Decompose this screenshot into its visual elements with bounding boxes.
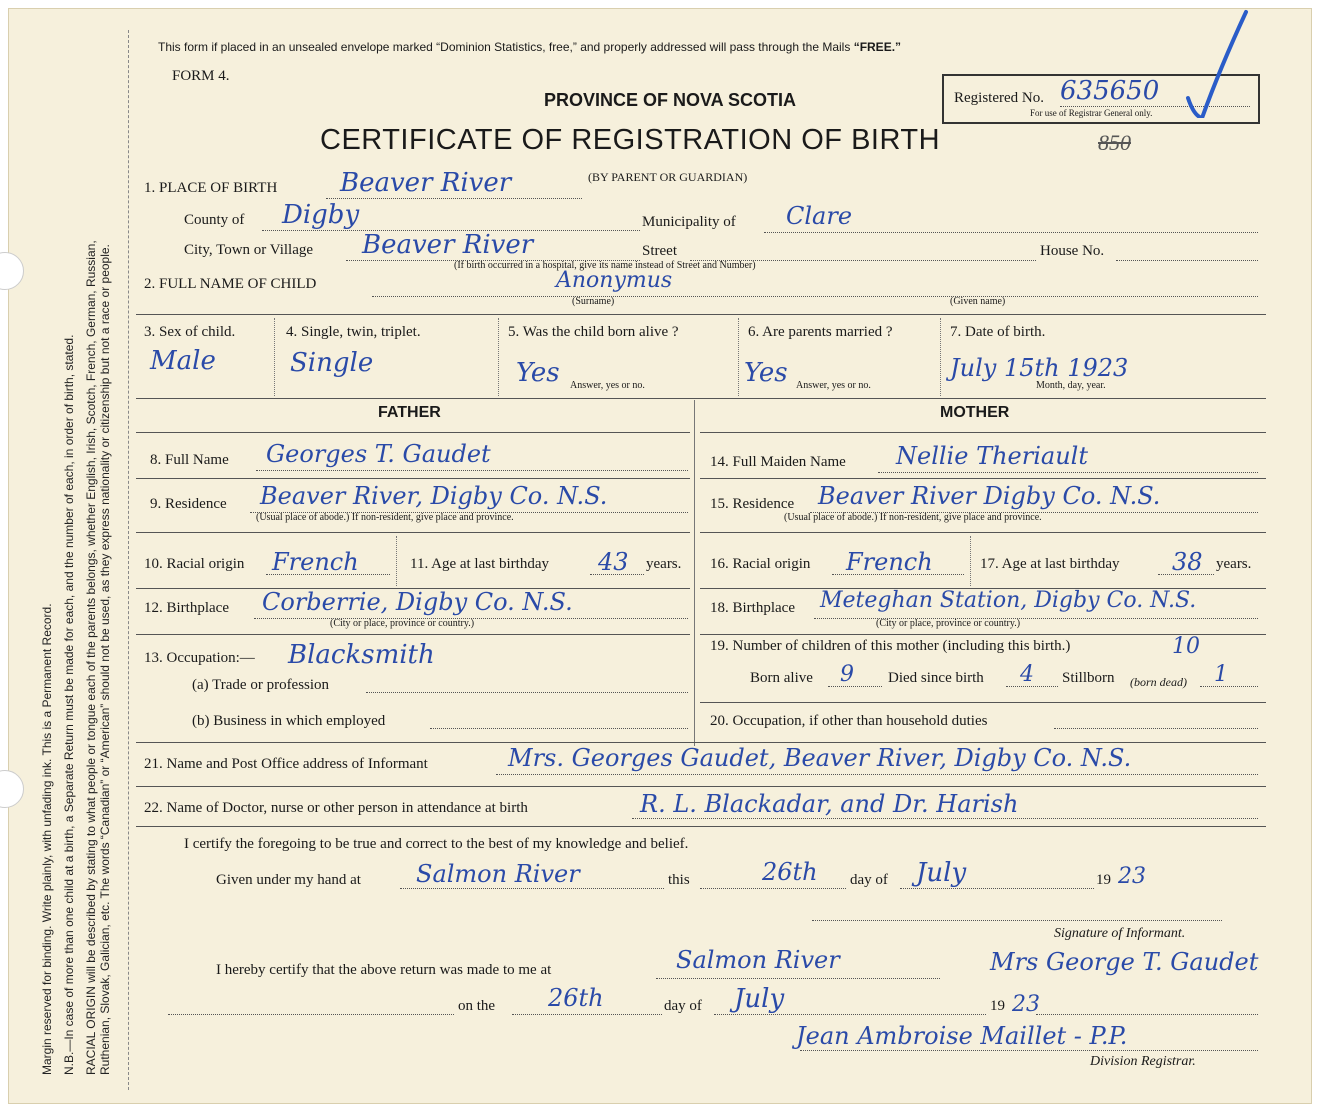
on-the-label: on the (458, 998, 496, 1014)
father-row-13-top (136, 634, 690, 635)
given-day-line (700, 888, 846, 889)
father-age-line (590, 574, 644, 575)
hereby-day: 26th (548, 984, 604, 1012)
informant-signature-label: Signature of Informant. (1054, 926, 1186, 941)
given-month: July (916, 858, 967, 888)
father-name-line (256, 470, 688, 471)
mother-row-15-top (700, 478, 1266, 479)
mother-children-value: 10 (1172, 634, 1200, 659)
mother-birthplace-label: 18. Birthplace (710, 600, 795, 616)
margin-note-1: Margin reserved for binding. Write plainly, with unfading ink. This is a Permanent Record. (40, 603, 54, 1075)
father-years-label: years. (646, 556, 682, 572)
place-of-birth-value: Beaver River (340, 168, 512, 198)
form-number: FORM 4. (172, 68, 230, 84)
registrar-signature: Jean Ambroise Maillet - P.P. (796, 1022, 1128, 1050)
plurality-value: Single (290, 348, 374, 378)
margin-note-3: RACIAL ORIGIN will be described by stating to what people or tongue each of the parents belongs, whether English, Irish, Scotch, French, German, Russian, (84, 240, 98, 1075)
municipality-label: Municipality of (642, 214, 736, 230)
father-row-9-top (136, 478, 690, 479)
father-occupation-label: 13. Occupation:— (144, 650, 255, 666)
mail-note-text: This form if placed in an unsealed envelope marked “Dominion Statistics, free,” and properly addressed will pass through the Mails (158, 40, 854, 54)
stillborn-value: 1 (1214, 662, 1228, 687)
mother-name-label: 14. Full Maiden Name (710, 454, 846, 470)
given-day-of-label: day of (850, 872, 888, 888)
father-residence-value: Beaver River, Digby Co. N.S. (260, 482, 608, 510)
row3-bottom (136, 398, 1266, 399)
father-racial-label: 10. Racial origin (144, 556, 245, 572)
doctor-value: R. L. Blackadar, and Dr. Harish (640, 790, 1019, 818)
row-certify-top (136, 826, 1266, 827)
registrar-signature-line (800, 1050, 1258, 1051)
died-label: Died since birth (888, 670, 984, 686)
sex-value: Male (150, 346, 216, 376)
mother-name-value: Nellie Theriault (896, 442, 1088, 470)
child-name-label: 2. FULL NAME OF CHILD (144, 276, 317, 292)
father-trade-line (366, 692, 688, 693)
hereby-month: July (734, 984, 785, 1014)
hereby-label: I hereby certify that the above return was made to me at (216, 962, 552, 978)
father-residence-note: (Usual place of abode.) If non-resident, give place and province. (256, 512, 514, 523)
center-divider (694, 400, 695, 746)
margin-note-2: N.B.—In case of more than one child at a birth, a Separate Return must be made for each, and the number of each, in order of birth, stated. (62, 334, 76, 1075)
checkmark-icon (1180, 8, 1250, 118)
county-value: Digby (282, 200, 360, 230)
city-value: Beaver River (362, 230, 534, 260)
father-row-8-top (136, 432, 690, 433)
father-birthplace-value: Corberrie, Digby Co. N.S. (262, 588, 573, 616)
stillborn-line (1200, 686, 1258, 687)
registered-number: 635650 (1060, 76, 1160, 106)
informant-value: Mrs. Georges Gaudet, Beaver River, Digby Co. N.S. (508, 744, 1132, 772)
municipality-line (764, 232, 1258, 233)
given-place-line (400, 888, 664, 889)
city-label: City, Town or Village (184, 242, 314, 258)
house-label: House No. (1040, 243, 1105, 259)
row3-div4 (940, 318, 941, 396)
hereby-year-line (1036, 1014, 1258, 1015)
born-alive-note: Answer, yes or no. (570, 380, 645, 391)
parents-married-value: Yes (744, 358, 788, 388)
dob-note: Month, day, year. (1036, 380, 1106, 391)
born-alive-label: 5. Was the child born alive ? (508, 324, 679, 340)
on-the-leader-line (168, 1014, 454, 1015)
row21-top (136, 742, 1266, 743)
informant-label: 21. Name and Post Office address of Informant (144, 756, 428, 772)
born-alive-count-line (828, 686, 882, 687)
street-label: Street (642, 243, 677, 259)
parents-married-note: Answer, yes or no. (796, 380, 871, 391)
mother-birthplace-note: (City or place, province or country.) (876, 618, 1021, 629)
father-birthplace-note: (City or place, province or country.) (330, 618, 475, 629)
mother-residence-note: (Usual place of abode.) If non-resident, give place and province. (784, 512, 1042, 523)
sex-label: 3. Sex of child. (144, 324, 236, 340)
father-row-10-div (396, 536, 397, 586)
mother-row-20-top (700, 702, 1266, 703)
hereby-month-line (714, 1014, 986, 1015)
province-heading: PROVINCE OF NOVA SCOTIA (544, 90, 797, 110)
doctor-label: 22. Name of Doctor, nurse or other person in attendance at birth (144, 800, 528, 816)
given-label: Given under my hand at (216, 872, 361, 888)
hereby-year: 23 (1012, 992, 1040, 1017)
mother-row-16-div (970, 536, 971, 586)
father-racial-value: French (272, 548, 359, 576)
mother-years-label: years. (1216, 556, 1252, 572)
father-age-value: 43 (598, 548, 629, 576)
row22-top (136, 786, 1266, 787)
mother-residence-value: Beaver River Digby Co. N.S. (818, 482, 1161, 510)
row3-div2 (498, 318, 499, 396)
mother-name-line (878, 472, 1258, 473)
registered-note: For use of Registrar General only. (1030, 108, 1153, 118)
doctor-line (632, 818, 1258, 819)
father-occupation-value: Blacksmith (288, 640, 435, 670)
child-name-line (372, 296, 1258, 297)
mother-row-16-top (700, 532, 1266, 533)
father-racial-line (266, 574, 390, 575)
father-name-label: 8. Full Name (150, 452, 229, 468)
hereby-place-line (656, 978, 940, 979)
plurality-label: 4. Single, twin, triplet. (286, 324, 421, 340)
informant-signature-line (812, 920, 1222, 921)
given-name-note: (Given name) (950, 296, 1006, 307)
mother-children-label: 19. Number of children of this mother (including this birth.) (710, 638, 1071, 654)
hereby-year-prefix: 19 (990, 998, 1005, 1014)
mother-racial-label: 16. Racial origin (710, 556, 811, 572)
father-name-value: Georges T. Gaudet (266, 440, 491, 468)
father-trade-label: (a) Trade or profession (192, 677, 330, 693)
informant-line (496, 774, 1258, 775)
row3-div3 (738, 318, 739, 396)
given-this-label: this (668, 872, 690, 888)
informant-signature: Mrs George T. Gaudet (990, 948, 1259, 976)
surname-note: (Surname) (572, 296, 615, 307)
died-line (1006, 686, 1058, 687)
given-year-prefix: 19 (1096, 872, 1111, 888)
mother-occupation-label: 20. Occupation, if other than household duties (710, 713, 988, 729)
father-heading: FATHER (378, 404, 441, 421)
father-business-line (430, 728, 688, 729)
county-label: County of (184, 212, 245, 228)
born-alive-count-label: Born alive (750, 670, 813, 686)
registrar-label: Division Registrar. (1090, 1054, 1196, 1069)
mother-racial-line (832, 574, 964, 575)
born-alive-value: Yes (516, 358, 560, 388)
certify-text: I certify the foregoing to be true and correct to the best of my knowledge and belief. (184, 836, 689, 852)
hereby-place: Salmon River (676, 946, 840, 974)
mail-note (158, 40, 901, 54)
hereby-day-line (512, 1014, 662, 1015)
margin-note-4: Ruthenian, Slovak, Galician, etc. The words “Canadian” or “American” should not be used, as they express nationality or citizenship but not a race or people. (98, 244, 112, 1075)
place-of-birth-label: 1. PLACE OF BIRTH (144, 180, 278, 196)
hereby-day-of-label: day of (664, 998, 702, 1014)
mother-age-value: 38 (1172, 548, 1203, 576)
father-birthplace-label: 12. Birthplace (144, 600, 229, 616)
stillborn-label: Stillborn (1062, 670, 1115, 686)
margin-notes (40, 35, 112, 1075)
house-line (1116, 260, 1258, 261)
dob-label: 7. Date of birth. (950, 324, 1046, 340)
struck-number: 850 (1098, 130, 1131, 155)
given-day: 26th (762, 858, 818, 886)
mother-row-14-top (700, 432, 1266, 433)
father-age-label: 11. Age at last birthday (410, 556, 549, 572)
mother-age-line (1158, 574, 1214, 575)
died-value: 4 (1020, 662, 1034, 687)
row3-top (136, 314, 1266, 315)
father-residence-label: 9. Residence (150, 496, 227, 512)
certificate-subtitle: (BY PARENT OR GUARDIAN) (588, 170, 748, 184)
father-business-label: (b) Business in which employed (192, 713, 386, 729)
given-year: 23 (1118, 864, 1146, 889)
parents-married-label: 6. Are parents married ? (748, 324, 893, 340)
mother-age-label: 17. Age at last birthday (980, 556, 1120, 572)
municipality-value: Clare (786, 202, 853, 230)
row3-div1 (274, 318, 275, 396)
mother-birthplace-value: Meteghan Station, Digby Co. N.S. (820, 588, 1197, 613)
certificate-title: CERTIFICATE OF REGISTRATION OF BIRTH (320, 124, 941, 156)
dob-value: July 15th 1923 (950, 354, 1129, 382)
mother-occupation-line (1054, 728, 1258, 729)
child-name-value: Anonymus (556, 268, 673, 293)
born-alive-count-value: 9 (840, 662, 854, 687)
given-place: Salmon River (416, 860, 580, 888)
margin-line (128, 30, 129, 1090)
mother-racial-value: French (846, 548, 933, 576)
given-month-line (900, 888, 1094, 889)
mother-residence-label: 15. Residence (710, 496, 795, 512)
mail-note-free: “FREE.” (853, 40, 902, 54)
place-of-birth-line (326, 198, 582, 199)
mother-heading: MOTHER (940, 404, 1010, 421)
father-row-10-top (136, 532, 690, 533)
hospital-note: (If birth occurred in a hospital, give its name instead of Street and Number) (454, 260, 756, 271)
stillborn-note: (born dead) (1130, 675, 1187, 689)
registered-label: Registered No. (954, 90, 1044, 106)
